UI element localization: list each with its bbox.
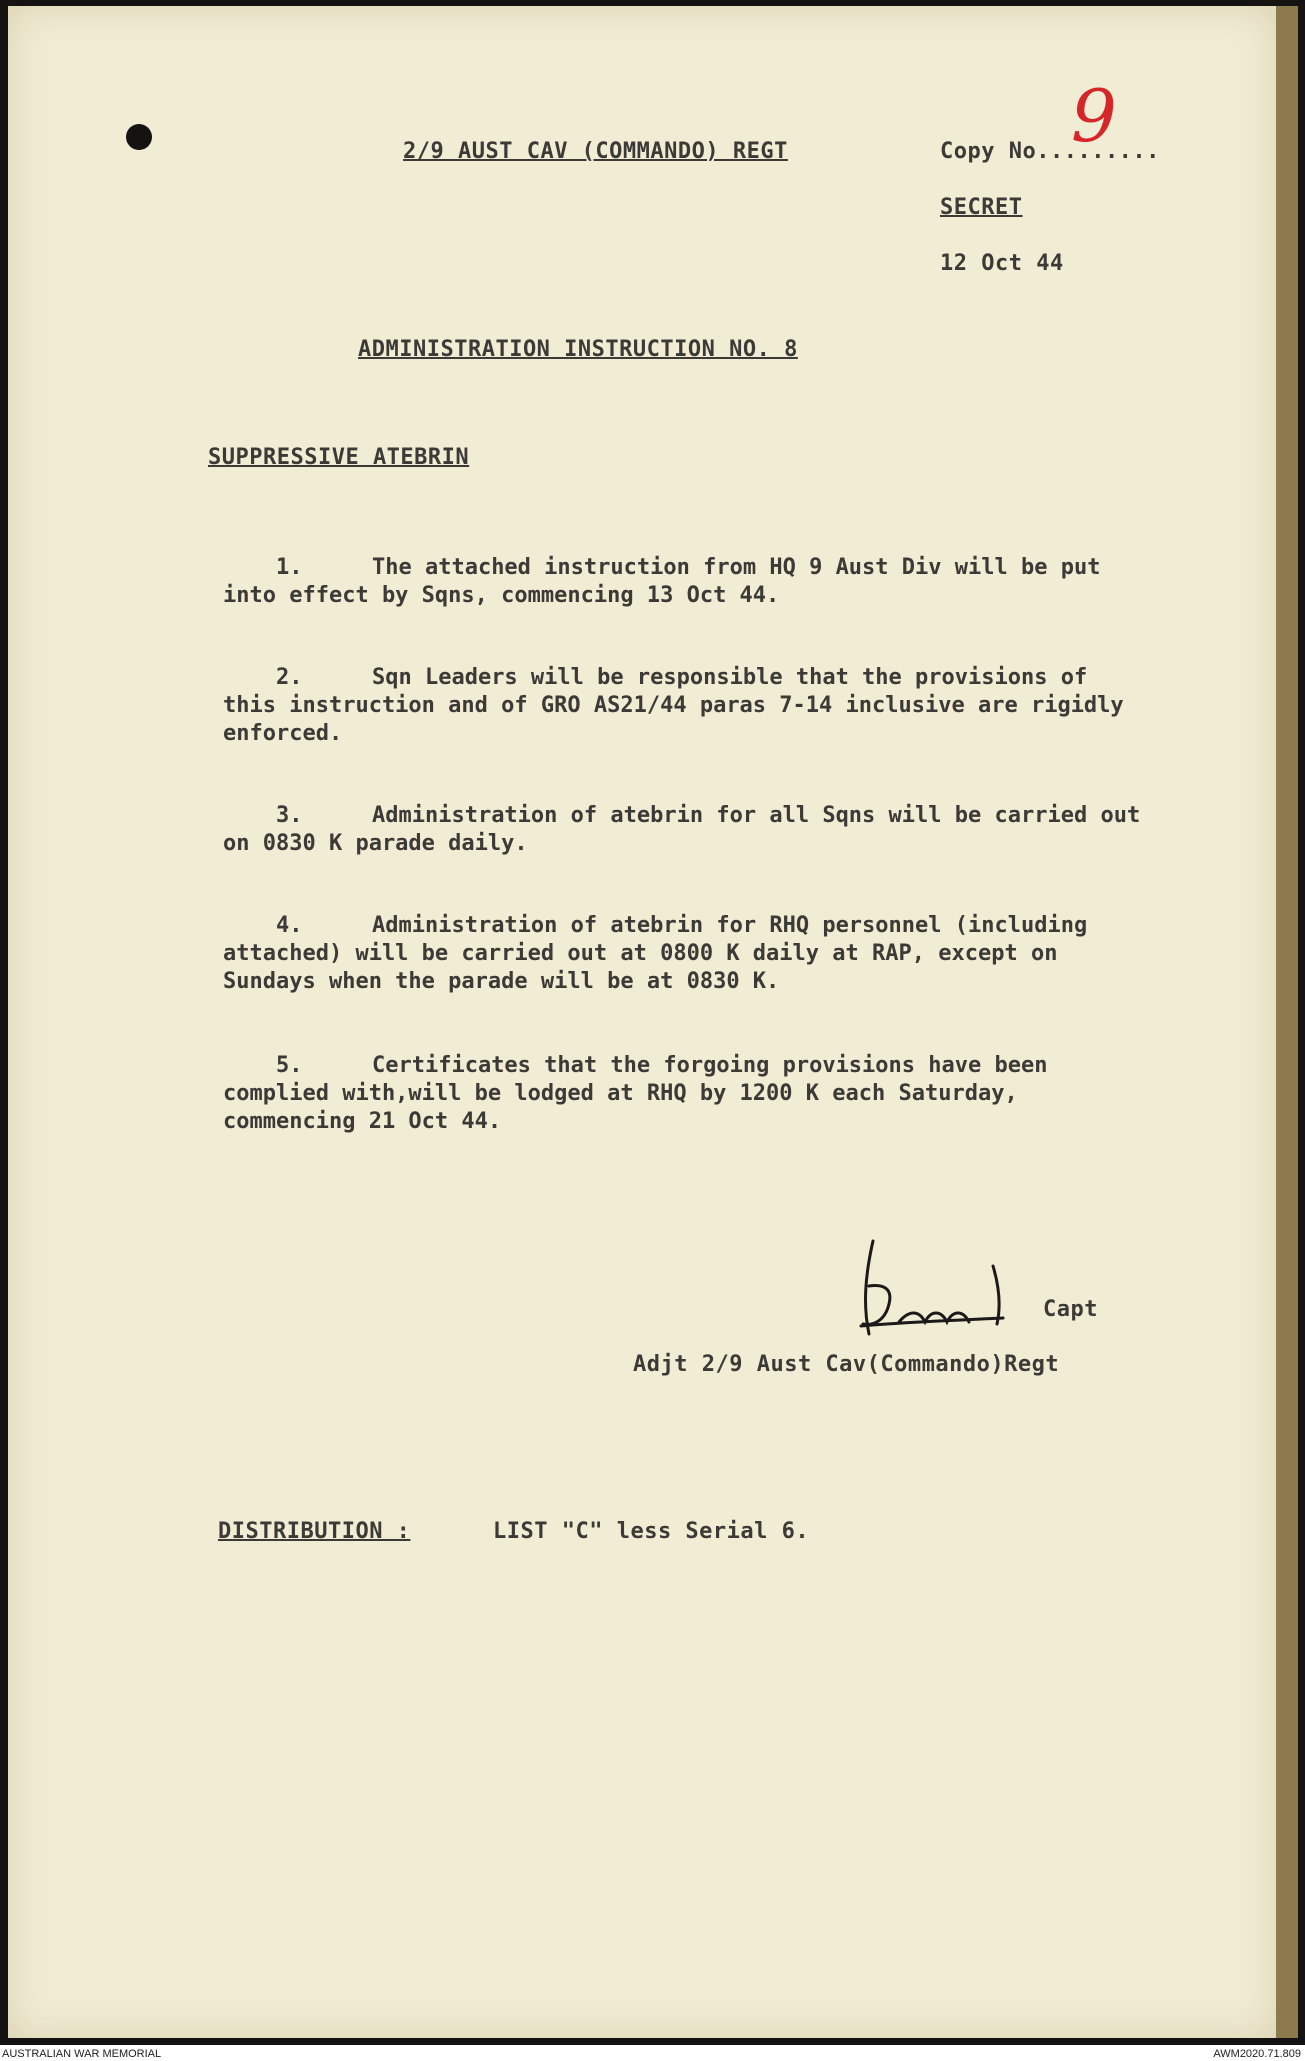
document-date: 12 Oct 44 — [940, 251, 1064, 276]
signatory-rank: Capt — [1043, 1297, 1098, 1322]
paragraph-4 — [223, 884, 1143, 1024]
punch-hole — [126, 124, 152, 150]
paper-edge — [1276, 6, 1298, 2038]
classification-label: SECRET — [940, 195, 1023, 220]
paragraph-2 — [223, 636, 1143, 776]
paragraph-number: 5. — [275, 1053, 303, 1078]
paragraph-1 — [223, 526, 1143, 638]
copy-number-label: Copy No......... — [940, 139, 1160, 164]
paragraph-3 — [223, 774, 1154, 886]
signatory-appointment: Adjt 2/9 Aust Cav(Commando)Regt — [633, 1352, 1060, 1377]
paragraph-text: Administration of atebrin for all Sqns will be carried out on 0830 K parade daily. — [223, 803, 1154, 856]
paragraph-text: Administration of atebrin for RHQ personnel (including attached) will be carried out at 0800 K daily at RAP, except on Sundays when the parade will be at 0830 K. — [223, 913, 1101, 994]
paragraph-text: Certificates that the forgoing provisions have been complied with,will be lodged at RHQ by 1200 K each Saturday, commencing 21 Oct 44. — [223, 1053, 1061, 1134]
unit-heading: 2/9 AUST CAV (COMMANDO) REGT — [403, 139, 788, 164]
paragraph-number: 1. — [275, 555, 303, 580]
subject-heading: SUPPRESSIVE ATEBRIN — [208, 445, 470, 470]
document-title: ADMINISTRATION INSTRUCTION NO. 8 — [358, 337, 798, 362]
archive-reference: AWM2020.71.809 — [1213, 2048, 1301, 2060]
paragraph-text: Sqn Leaders will be responsible that the provisions of this instruction and of GRO AS21/44 paras 7-14 inclusive are rigidly enforced. — [223, 665, 1137, 746]
paragraph-number: 2. — [275, 665, 303, 690]
paragraph-number: 3. — [275, 803, 303, 828]
paragraph-5 — [223, 1024, 1143, 1164]
handwritten-signature — [843, 1226, 1033, 1346]
copy-number-handwritten: 9 — [1071, 74, 1117, 158]
distribution-label: DISTRIBUTION : — [218, 1519, 411, 1544]
document-page — [8, 6, 1276, 2038]
distribution-value: LIST "C" less Serial 6. — [493, 1519, 810, 1544]
paragraph-text: The attached instruction from HQ 9 Aust Div will be put into effect by Sqns, commencing 13 Oct 44. — [223, 555, 1114, 608]
paragraph-number: 4. — [275, 913, 303, 938]
archive-credit: AUSTRALIAN WAR MEMORIAL — [2, 2048, 162, 2060]
